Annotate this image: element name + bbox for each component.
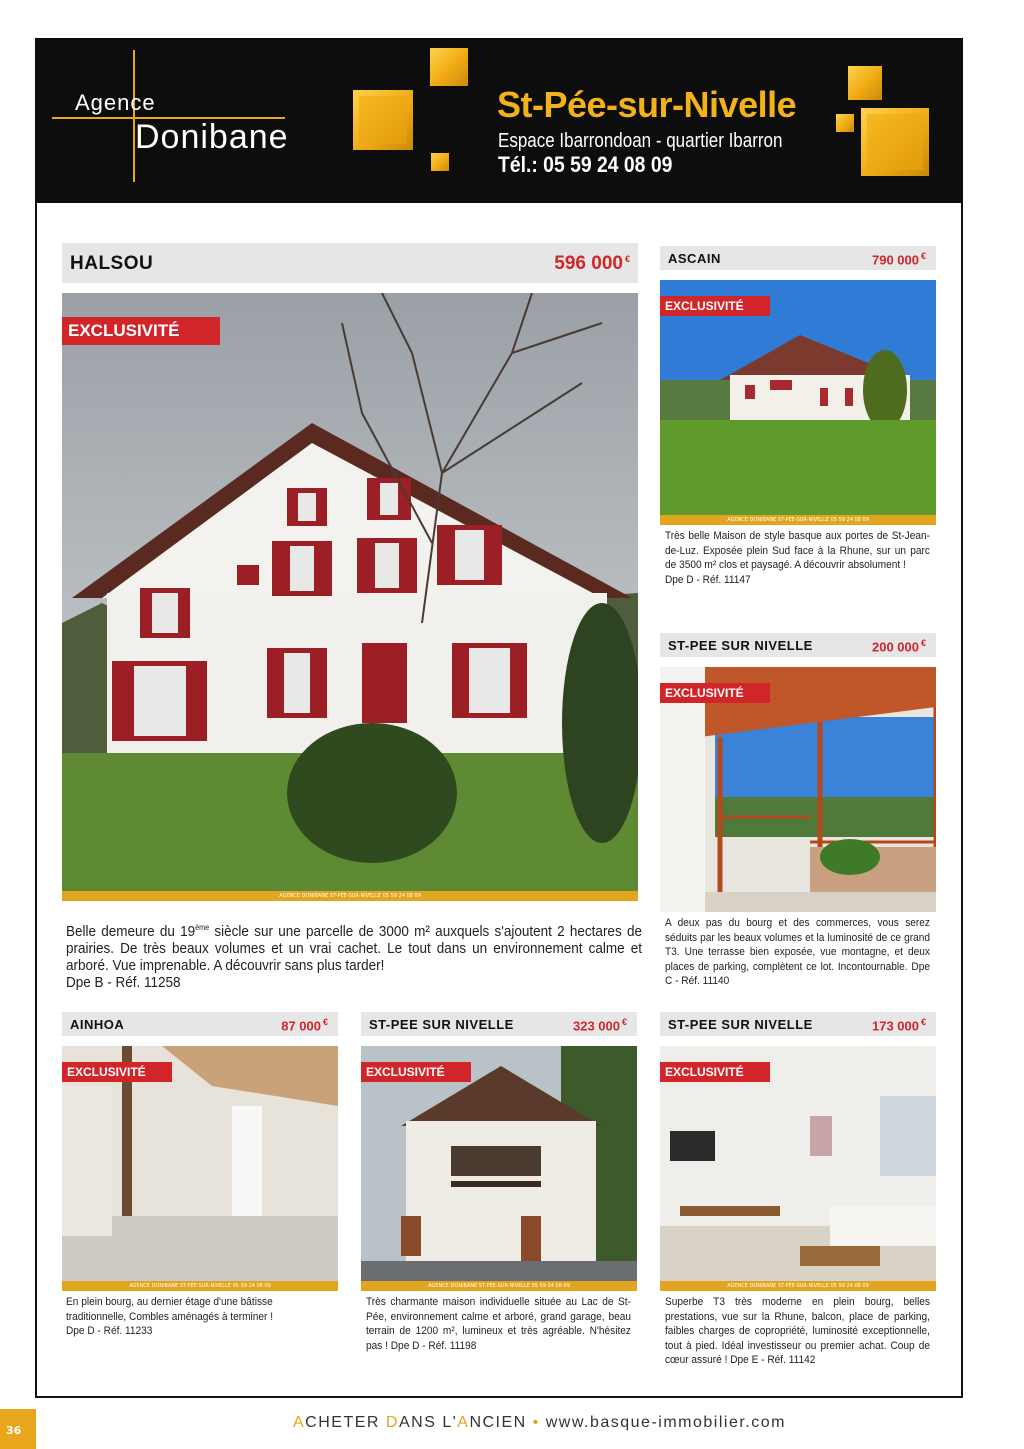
logo-agence-text: Agence: [75, 90, 156, 115]
listing-title-bar: [660, 633, 936, 657]
decor-square: [861, 108, 929, 176]
exclusivity-badge: EXCLUSIVITÉ: [660, 296, 770, 316]
agency-address: Espace Ibarrondoan - quartier Ibarron: [498, 130, 783, 152]
listing-description: Belle demeure du 19ème siècle sur une parcelle de 3000 m² auxquels s'ajoutent 2 hectares de prairies. De très beaux volumes et un vrai cachet. Le tout dans un environnement calme et arboré. Vue imprenable. A découvrir sans plus tarder! Dpe B - Réf. 11258: [66, 923, 642, 991]
terrace-photo-illustration: [660, 667, 936, 912]
house-photo-illustration: [361, 1046, 637, 1291]
photo-credit: AGENCE DONIBANE ST-PÉE-SUR-NIVELLE 05 59 24 08 09: [62, 1281, 338, 1291]
listing-dpe-ref: Dpe D - Réf. 11147: [665, 573, 751, 586]
listing-location: ST-PEE SUR NIVELLE: [668, 638, 813, 653]
exclusivity-badge: EXCLUSIVITÉ: [62, 1062, 172, 1082]
logo-donibane-text: Donibane: [135, 118, 289, 156]
photo-credit: AGENCE DONIBANE ST-PÉE-SUR-NIVELLE 05 59 24 08 09: [660, 1281, 936, 1291]
listing-location: ST-PEE SUR NIVELLE: [668, 1017, 813, 1032]
agency-header: [35, 38, 963, 203]
listing-title-bar: [361, 1012, 637, 1036]
listing-location: ST-PEE SUR NIVELLE: [369, 1017, 514, 1032]
listing-price: 200 000 €: [871, 638, 926, 655]
listing-description: A deux pas du bourg et des commerces, vous serez séduits par les beaux volumes et la luminosité de ce grand T3. Une terrasse bien exposée, vue montagne, et deux places de parking, complètent ce lot. Incontournable. Dpe C - Réf. 11140: [665, 917, 930, 987]
house-photo-illustration: [660, 280, 936, 525]
decor-square: [353, 90, 413, 150]
listing-photo[interactable]: [62, 293, 638, 901]
agency-phone: Tél.: 05 59 24 08 09: [498, 152, 673, 177]
listing-location: AINHOA: [70, 1017, 125, 1032]
listing-description: Superbe T3 très moderne en plein bourg, belles prestations, vue sur la Rhune, balcon, place de parking, faibles charges de copropriété, luminosité exceptionnelle, tout à pied. Idéal investisseur ou premier achat. Coup de cœur assuré ! Dpe E - Réf. 11142: [665, 1296, 930, 1366]
listing-title-bar: [660, 246, 936, 270]
listing-dpe-ref: Dpe D - Réf. 11233: [66, 1325, 153, 1337]
decor-square: [848, 66, 882, 100]
page-number: 36: [0, 1409, 36, 1449]
photo-credit: AGENCE DONIBANE ST-PÉE-SUR-NIVELLE 05 59 24 08 09: [62, 891, 638, 901]
decor-square: [431, 153, 449, 171]
exclusivity-badge: EXCLUSIVITÉ: [361, 1062, 471, 1082]
listing-price: 323 000 €: [572, 1017, 627, 1034]
listing-title-bar: [62, 243, 638, 283]
livingroom-photo-illustration: [660, 1046, 936, 1291]
listing-title-bar: [660, 1012, 936, 1036]
listing-photo[interactable]: [62, 1046, 338, 1291]
listing-photo[interactable]: [361, 1046, 637, 1291]
listing-dpe-ref: Dpe B - Réf. 11258: [66, 974, 181, 991]
photo-credit: AGENCE DONIBANE ST-PÉE-SUR-NIVELLE 05 59 24 08 09: [660, 515, 936, 525]
decor-square: [430, 48, 468, 86]
listing-price: 790 000 €: [871, 251, 926, 268]
logo-vertical-line: [133, 50, 135, 182]
listing-location: ASCAIN: [668, 251, 721, 266]
footer-tagline: ACHETER DANS L'ANCIEN • www.basque-immobilier.com: [293, 1414, 786, 1431]
listing-description: En plein bourg, au dernier étage d'une bâtisse traditionnelle, Combles aménagés à terminer ! Dpe D - Réf. 11233: [66, 1296, 274, 1337]
listing-description: Très charmante maison individuelle située au Lac de St-Pée, environnement calme et arboré, grand garage, beau terrain de 1200 m², lumineux et très agréable. N'hésitez pas ! Dpe D - Réf. 11198: [366, 1296, 631, 1352]
decor-square: [836, 114, 854, 132]
listing-description: Très belle Maison de style basque aux portes de St-Jean-de-Luz. Exposée plein Sud face à la Rhune, sur un parc de 3500 m² clos et paysagé. A découvrir absolument ! Dpe D - Réf. 11147: [665, 530, 930, 586]
photo-credit: AGENCE DONIBANE ST-PÉE-SUR-NIVELLE 05 59 24 08 09: [361, 1281, 637, 1291]
exclusivity-badge: EXCLUSIVITÉ: [660, 1062, 770, 1082]
agency-city: St-Pée-sur-Nivelle: [497, 84, 797, 125]
listing-location: HALSOU: [70, 253, 154, 274]
listing-price: 596 000 €: [554, 253, 630, 274]
listing-price: 87 000 €: [281, 1017, 328, 1034]
exclusivity-badge: EXCLUSIVITÉ: [660, 683, 770, 703]
listing-photo[interactable]: [660, 1046, 936, 1291]
exclusivity-badge: EXCLUSIVITÉ: [62, 317, 220, 345]
listing-photo[interactable]: [660, 280, 936, 525]
listing-photo[interactable]: [660, 667, 936, 912]
attic-photo-illustration: [62, 1046, 338, 1291]
footer-website-link[interactable]: www.basque-immobilier.com: [545, 1414, 786, 1431]
house-photo-illustration: [62, 293, 638, 901]
listing-price: 173 000 €: [871, 1017, 926, 1034]
listing-title-bar: [62, 1012, 338, 1036]
